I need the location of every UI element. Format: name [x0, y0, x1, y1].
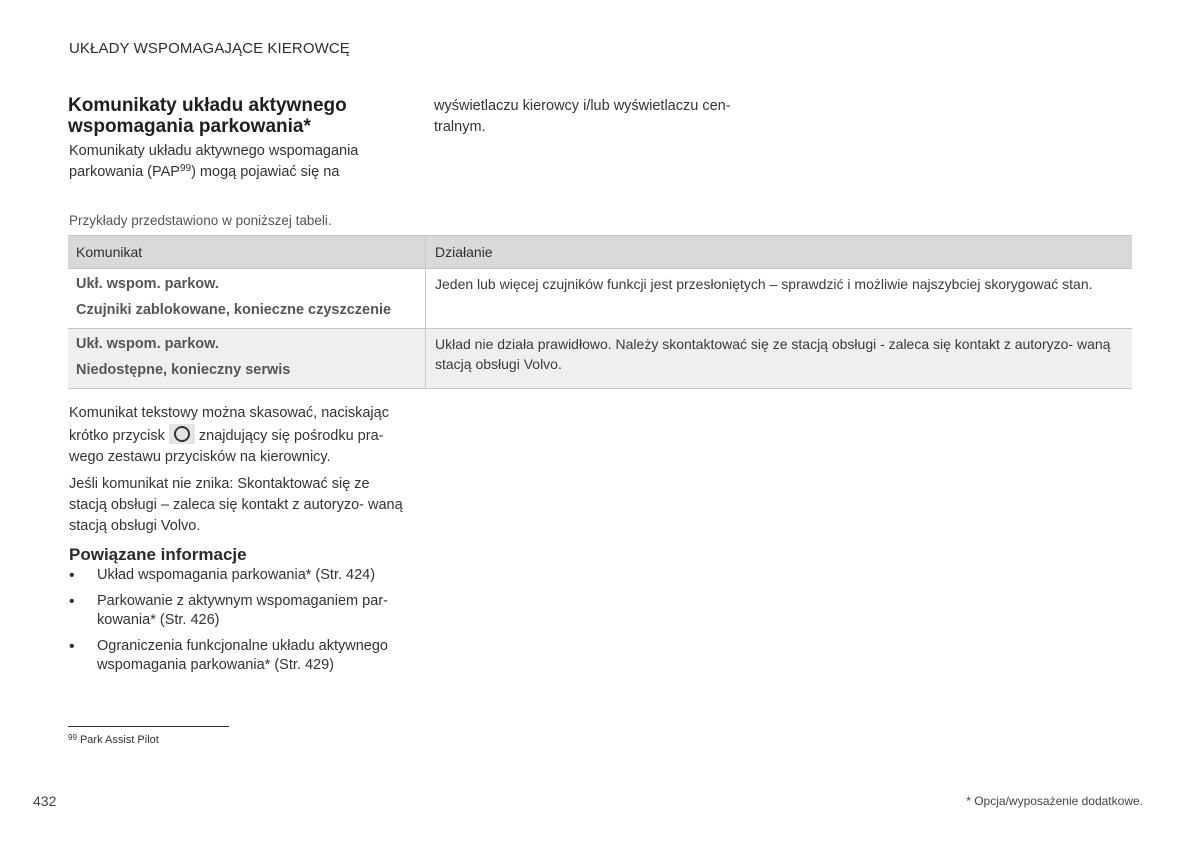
- contact-service-paragraph: Jeśli komunikat nie znika: Skontaktować się ze stacją obsługi – zaleca się kontakt z autoryzo- waną stacją obsługi Volvo.: [69, 476, 403, 534]
- related-info-list: [69, 566, 409, 682]
- message-detail: Niedostępne, konieczny serwis: [76, 362, 291, 378]
- dismiss-instructions: [69, 403, 409, 468]
- footnote-divider: [68, 726, 229, 727]
- footnote: [68, 733, 159, 746]
- table-caption: Przykłady przedstawiono w poniższej tabeli.: [69, 213, 332, 228]
- dismiss-text-start: Komunikat tekstowy można skasować, naciskając krótko przycisk: [69, 405, 389, 444]
- related-info-title: Powiązane informacje: [69, 545, 247, 564]
- footnote-text: Park Assist Pilot: [79, 734, 159, 746]
- optional-equipment-note: * Opcja/wyposażenie dodatkowe.: [966, 794, 1143, 808]
- message-title: Ukł. wspom. parkow.: [76, 276, 219, 292]
- table-row: [68, 329, 1132, 389]
- intro-paragraph: [69, 141, 399, 183]
- message-title: Ukł. wspom. parkow.: [76, 336, 219, 352]
- header-message: Komunikat: [68, 236, 426, 268]
- header-action: Działanie: [435, 244, 493, 260]
- related-link[interactable]: • Ograniczenia funkcjonalne układu aktywnego wspomagania parkowania* (Str. 429): [69, 637, 409, 675]
- dismiss-text-end: znajdujący się pośrodku pra- wego zestawu przycisków na kierownicy.: [69, 428, 384, 465]
- table-row: [68, 269, 1132, 329]
- intro-text-start: Komunikaty układu aktywnego wspomagania parkowania (PAP: [69, 143, 359, 180]
- footnote-mark: 99: [68, 733, 77, 742]
- section-title: Komunikaty układu aktywnego wspomagania parkowania*: [68, 95, 347, 137]
- action-text: Układ nie działa prawidłowo. Należy skontaktować się ze stacją obsługi - zaleca się kontakt z autoryzo- waną stacją obsługi Volvo.: [435, 336, 1111, 372]
- related-link[interactable]: • Parkowanie z aktywnym wspomaganiem par- kowania* (Str. 426): [69, 592, 409, 630]
- related-link[interactable]: • Układ wspomagania parkowania* (Str. 424): [69, 566, 409, 585]
- message-detail: Czujniki zablokowane, konieczne czyszczenie: [76, 302, 392, 318]
- page-number: 432: [33, 793, 57, 809]
- intro-text-end: ) mogą pojawiać się na: [191, 164, 340, 180]
- footnote-reference: 99: [179, 163, 192, 174]
- action-cell: [426, 329, 1132, 388]
- intro-paragraph-continued: wyświetlaczu kierowcy i/lub wyświetlaczu cen- tralnym.: [434, 98, 731, 135]
- message-cell: [68, 329, 426, 388]
- message-cell: [68, 269, 426, 328]
- chapter-header: UKŁADY WSPOMAGAJĄCE KIEROWCĘ: [69, 40, 350, 57]
- action-cell: [426, 269, 1132, 328]
- circle-button-icon: [169, 424, 195, 444]
- messages-table: [68, 235, 1132, 389]
- action-text: Jeden lub więcej czujników funkcji jest przesłoniętych – sprawdzić i możliwie najszybciej skorygować stan.: [435, 276, 1093, 292]
- table-header-row: [68, 235, 1132, 269]
